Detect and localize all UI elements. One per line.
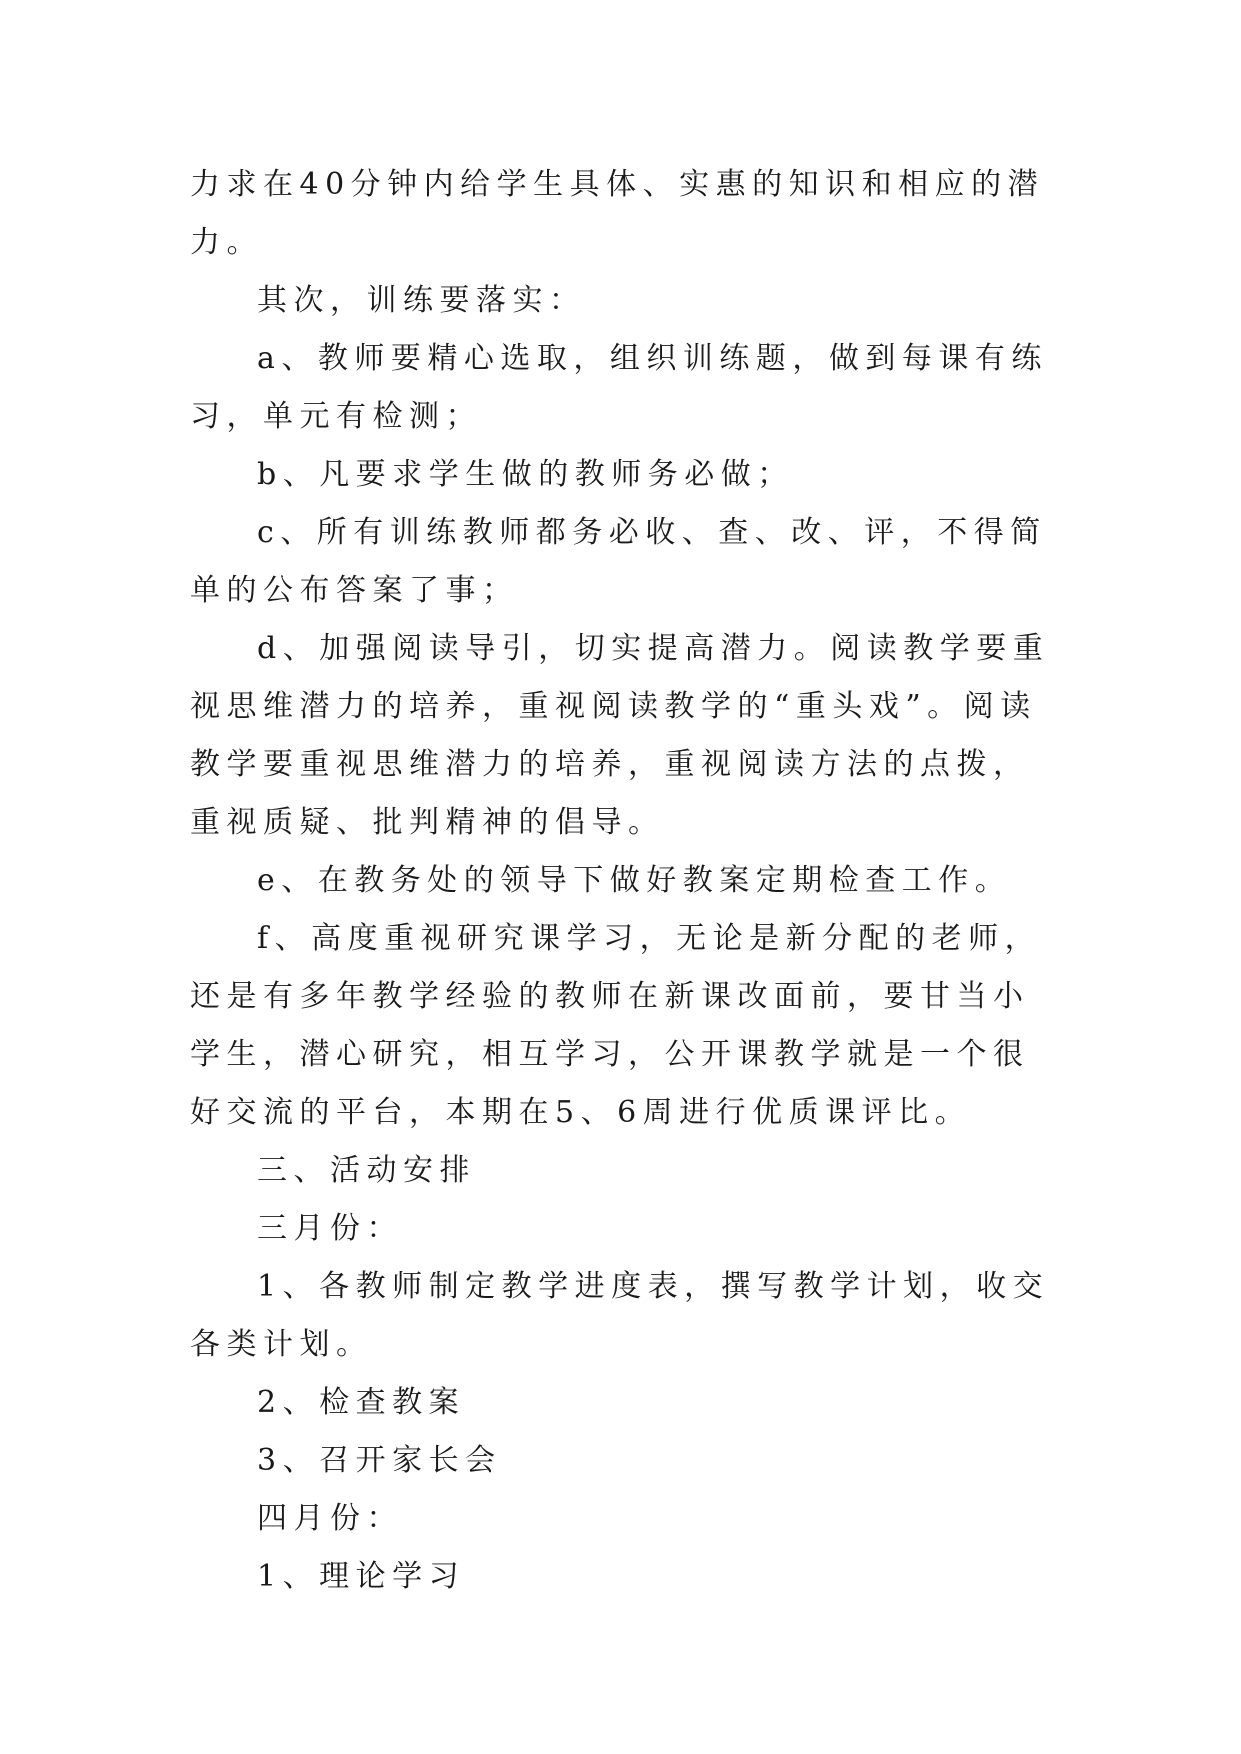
paragraph-4: b、凡要求学生做的教师务必做； bbox=[257, 457, 794, 492]
document-body bbox=[190, 156, 1052, 1606]
paragraph-1: 力求在40分钟内给学生具体、实惠的知识和相应的潜力。 bbox=[190, 167, 1045, 260]
month-heading-april: 四月份： bbox=[257, 1501, 403, 1536]
section-heading-activity-plan: 三、活动安排 bbox=[257, 1153, 476, 1188]
paragraph-6: d、加强阅读导引，切实提高潜力。阅读教学要重视思维潜力的培养，重视阅读教学的“重头戏”。阅读教学要重视思维潜力的培养，重视阅读方法的点拨，重视质疑、批判精神的倡导。 bbox=[190, 631, 1050, 840]
paragraph-2: 其次，训练要落实： bbox=[257, 283, 586, 318]
march-item-2: 2、检查教案 bbox=[257, 1385, 466, 1420]
paragraph-8: f、高度重视研究课学习，无论是新分配的老师，还是有多年教学经验的教师在新课改面前，要甘当小学生，潜心研究，相互学习，公开课教学就是一个很好交流的平台，本期在5、6周进行优质课评比。 bbox=[190, 921, 1042, 1130]
march-item-1: 1、各教师制定教学进度表，撰写教学计划，收交各类计划。 bbox=[190, 1269, 1050, 1362]
month-heading-march: 三月份： bbox=[257, 1211, 403, 1246]
april-item-1: 1、理论学习 bbox=[257, 1559, 466, 1594]
paragraph-5: c、所有训练教师都务必收、查、改、评，不得简单的公布答案了事； bbox=[190, 515, 1047, 608]
paragraph-3: a、教师要精心选取，组织训练题，做到每课有练习，单元有检测； bbox=[190, 341, 1048, 434]
paragraph-7: e、在教务处的领导下做好教案定期检查工作。 bbox=[257, 863, 1012, 898]
march-item-3: 3、召开家长会 bbox=[257, 1443, 502, 1478]
